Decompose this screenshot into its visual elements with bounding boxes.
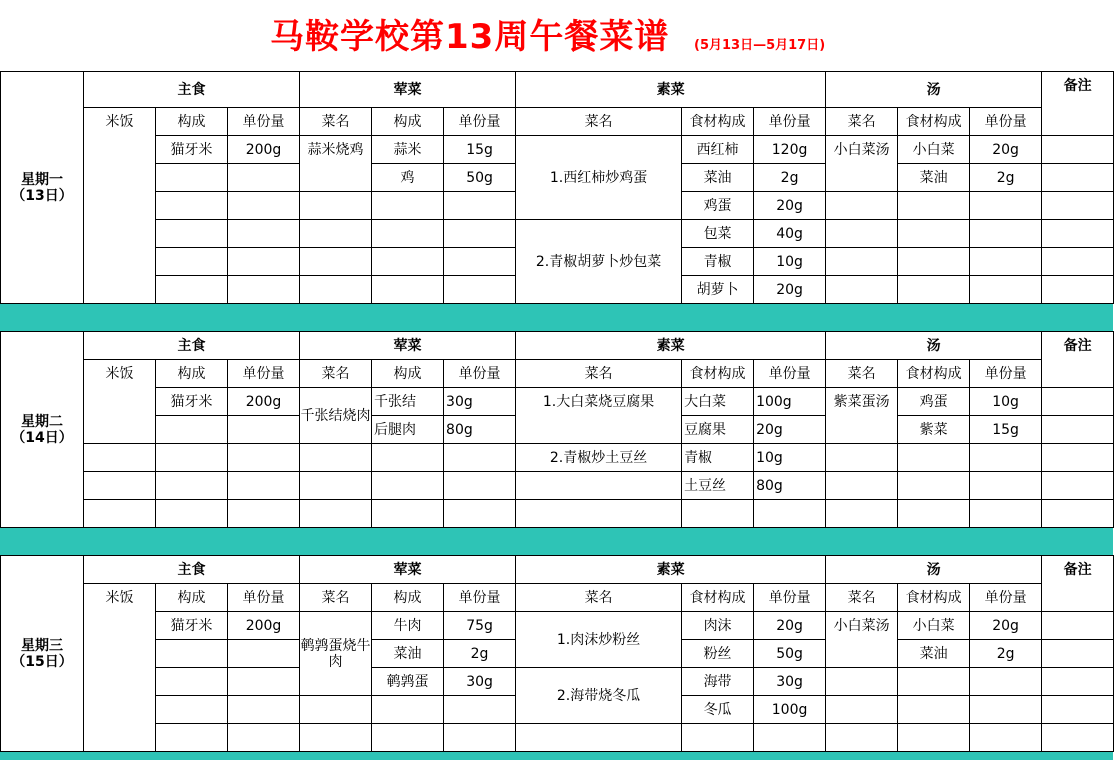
separator-band: [0, 528, 1113, 555]
soup-header: 汤: [826, 72, 1042, 108]
soup-ingredient: 菜油: [898, 640, 970, 668]
staple-composition: 猫牙米: [156, 388, 228, 416]
note-cell: [1042, 136, 1114, 164]
col-portion: 单份量: [444, 360, 516, 388]
veg-portion: 10g: [754, 248, 826, 276]
col-composition: 构成: [372, 108, 444, 136]
veg-ingredient: 粉丝: [682, 640, 754, 668]
veg-ingredient: 海带: [682, 668, 754, 696]
col-dish-name: 菜名: [300, 584, 372, 612]
day-label-cell: [1, 72, 84, 304]
veg-dish-name: 1.西红柿炒鸡蛋: [516, 136, 682, 220]
staple-portion: 200g: [228, 136, 300, 164]
staple-header: 主食: [84, 332, 300, 360]
veg-header: 素菜: [516, 556, 826, 584]
meat-ingredient: 菜油: [372, 640, 444, 668]
veg-ingredient: 豆腐果: [682, 416, 754, 444]
menu-title-area: [0, 0, 1117, 70]
soup-name: 小白菜汤: [826, 612, 898, 668]
veg-ingredient: 青椒: [682, 248, 754, 276]
meat-header: 荤菜: [300, 556, 516, 584]
veg-portion: 10g: [754, 444, 826, 472]
separator-band: [0, 752, 1113, 760]
col-composition: 构成: [156, 360, 228, 388]
veg-dish-name: 2.青椒炒土豆丝: [516, 444, 682, 472]
meat-header: 荤菜: [300, 332, 516, 360]
note-cell: [1042, 388, 1114, 416]
staple-header: 主食: [84, 556, 300, 584]
meat-dish-name: 蒜米烧鸡: [300, 136, 372, 192]
col-ingredients: 食材构成: [682, 584, 754, 612]
staple-header: 主食: [84, 72, 300, 108]
col-portion: 单份量: [444, 108, 516, 136]
col-dish-name: 菜名: [826, 584, 898, 612]
day-label: 星期三: [21, 637, 63, 654]
meat-ingredient: 千张结: [372, 388, 444, 416]
veg-ingredient: 胡萝卜: [682, 276, 754, 304]
col-portion: 单份量: [444, 584, 516, 612]
veg-portion: 20g: [754, 276, 826, 304]
day-table-tuesday: [0, 331, 1114, 528]
soup-portion: 15g: [970, 416, 1042, 444]
soup-ingredient: 菜油: [898, 164, 970, 192]
veg-dish-name: 2.青椒胡萝卜炒包菜: [516, 220, 682, 304]
day-date: （13日）: [11, 187, 73, 204]
col-dish-name: 菜名: [826, 108, 898, 136]
meat-portion: 15g: [444, 136, 516, 164]
veg-dish-name: 2.海带烧冬瓜: [516, 668, 682, 724]
meat-portion: 75g: [444, 612, 516, 640]
soup-ingredient: 鸡蛋: [898, 388, 970, 416]
col-dish-name: 菜名: [826, 360, 898, 388]
veg-ingredient: 土豆丝: [682, 472, 754, 500]
meat-portion: 30g: [444, 668, 516, 696]
col-dish-name: 菜名: [300, 108, 372, 136]
veg-header: 素菜: [516, 72, 826, 108]
empty-cell: [156, 164, 228, 192]
day-date: （15日）: [11, 653, 73, 670]
meat-portion: 80g: [444, 416, 516, 444]
veg-portion: 100g: [754, 696, 826, 724]
day-table-wednesday: [0, 555, 1114, 752]
menu-subtitle: (5月13日—5月17日): [694, 38, 826, 53]
soup-portion: 2g: [970, 640, 1042, 668]
col-ingredients: 食材构成: [682, 108, 754, 136]
veg-dish-name: 1.大白菜烧豆腐果: [516, 388, 682, 444]
col-portion: 单份量: [754, 360, 826, 388]
col-dish-name: 菜名: [516, 360, 682, 388]
meat-ingredient: 牛肉: [372, 612, 444, 640]
meat-portion: 30g: [444, 388, 516, 416]
meat-dish-name: 鹌鹑蛋烧牛肉: [300, 612, 372, 696]
staple-name: 米饭: [84, 108, 156, 304]
staple-name: 米饭: [84, 360, 156, 444]
col-dish-name: 菜名: [300, 360, 372, 388]
veg-portion: 100g: [754, 388, 826, 416]
veg-ingredient: 西红柿: [682, 136, 754, 164]
day-label: 星期二: [21, 413, 63, 430]
col-portion: 单份量: [228, 360, 300, 388]
separator-band: [0, 304, 1113, 331]
veg-portion: 30g: [754, 668, 826, 696]
veg-portion: 120g: [754, 136, 826, 164]
veg-portion: 2g: [754, 164, 826, 192]
meat-ingredient: 鹌鹑蛋: [372, 668, 444, 696]
soup-ingredient: 小白菜: [898, 612, 970, 640]
col-portion: 单份量: [754, 584, 826, 612]
veg-ingredient: 肉沫: [682, 612, 754, 640]
day-label: 星期一: [21, 171, 63, 188]
veg-dish-name: 1.肉沫炒粉丝: [516, 612, 682, 668]
soup-portion: 20g: [970, 136, 1042, 164]
col-ingredients: 食材构成: [898, 584, 970, 612]
col-portion: 单份量: [970, 108, 1042, 136]
soup-name: 紫菜蛋汤: [826, 388, 898, 444]
menu-title: 马鞍学校第13周午餐菜谱: [270, 17, 670, 57]
staple-composition: 猫牙米: [156, 136, 228, 164]
col-portion: 单份量: [970, 360, 1042, 388]
day-label-cell: [1, 332, 84, 528]
soup-header: 汤: [826, 332, 1042, 360]
staple-portion: 200g: [228, 388, 300, 416]
veg-portion: 20g: [754, 416, 826, 444]
col-portion: 单份量: [228, 584, 300, 612]
col-portion: 单份量: [970, 584, 1042, 612]
meat-portion: 2g: [444, 640, 516, 668]
col-ingredients: 食材构成: [682, 360, 754, 388]
soup-ingredient: 小白菜: [898, 136, 970, 164]
meat-ingredient: 鸡: [372, 164, 444, 192]
col-ingredients: 食材构成: [898, 108, 970, 136]
soup-portion: 2g: [970, 164, 1042, 192]
col-portion: 单份量: [228, 108, 300, 136]
note-header: 备注: [1042, 332, 1114, 388]
col-portion: 单份量: [754, 108, 826, 136]
veg-header: 素菜: [516, 332, 826, 360]
soup-header: 汤: [826, 556, 1042, 584]
col-composition: 构成: [372, 360, 444, 388]
meat-header: 荤菜: [300, 72, 516, 108]
meat-ingredient: 蒜米: [372, 136, 444, 164]
veg-ingredient: 冬瓜: [682, 696, 754, 724]
veg-portion: 20g: [754, 192, 826, 220]
veg-portion: 50g: [754, 640, 826, 668]
empty-cell: [228, 164, 300, 192]
soup-name: 小白菜汤: [826, 136, 898, 192]
col-composition: 构成: [156, 108, 228, 136]
veg-ingredient: 菜油: [682, 164, 754, 192]
staple-composition: 猫牙米: [156, 612, 228, 640]
meat-dish-name: 千张结烧肉: [300, 388, 372, 444]
veg-portion: 20g: [754, 612, 826, 640]
note-header: 备注: [1042, 72, 1114, 136]
veg-portion: 80g: [754, 472, 826, 500]
col-dish-name: 菜名: [516, 108, 682, 136]
meat-portion: 50g: [444, 164, 516, 192]
soup-ingredient: 紫菜: [898, 416, 970, 444]
staple-name: 米饭: [84, 584, 156, 752]
day-label-cell: [1, 556, 84, 752]
col-dish-name: 菜名: [516, 584, 682, 612]
note-cell: [1042, 164, 1114, 192]
meat-ingredient: 后腿肉: [372, 416, 444, 444]
veg-ingredient: 青椒: [682, 444, 754, 472]
veg-ingredient: 大白菜: [682, 388, 754, 416]
veg-portion: 40g: [754, 220, 826, 248]
col-composition: 构成: [156, 584, 228, 612]
col-ingredients: 食材构成: [898, 360, 970, 388]
staple-portion: 200g: [228, 612, 300, 640]
soup-portion: 10g: [970, 388, 1042, 416]
day-table-monday: [0, 71, 1114, 304]
note-cell: [1042, 612, 1114, 640]
veg-ingredient: 鸡蛋: [682, 192, 754, 220]
day-date: （14日）: [11, 429, 73, 446]
veg-ingredient: 包菜: [682, 220, 754, 248]
soup-portion: 20g: [970, 612, 1042, 640]
note-header: 备注: [1042, 556, 1114, 612]
col-composition: 构成: [372, 584, 444, 612]
